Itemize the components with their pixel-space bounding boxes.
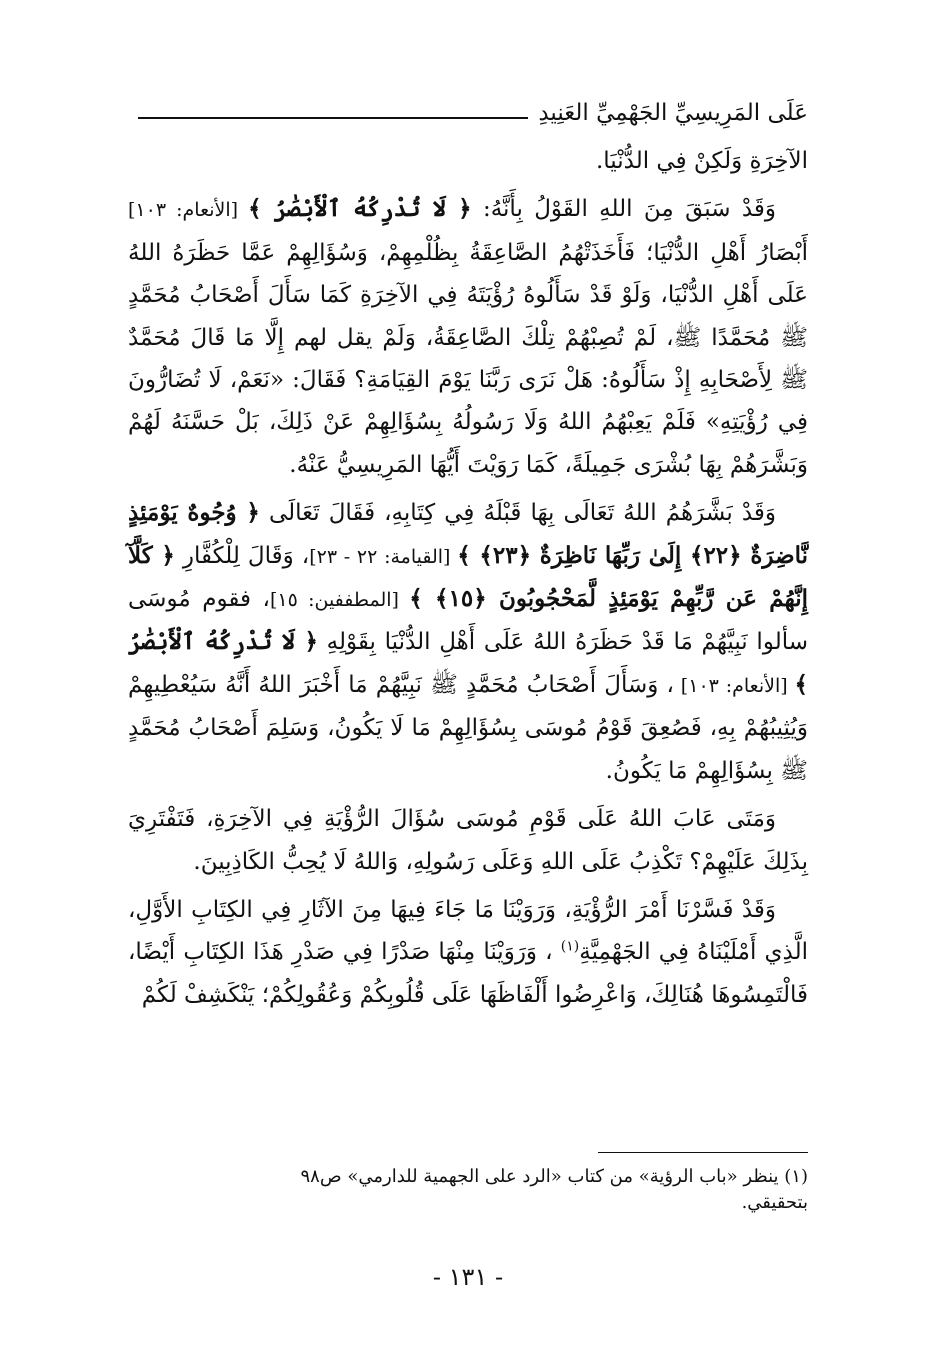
page-number: - ١٣١ -	[432, 1263, 504, 1291]
text-segment: ، وَرَوَيْنَا مِنْهَا صَدْرًا فِي صَدْرِ هَذَا الكِتَابِ أَيْضًا، فَالْتَمِسُوهَا هُنَالِكَ، وَاعْرِضُوا أَلْفَاظَهَا عَلَى قُلُوبِكُمْ وَعُقُولِكُمْ؛ يَنْكَشِفْ لَكُمْ	[128, 939, 808, 1008]
quran-verse: ﴿ لَا تُدْرِكُهُ ٱلْأَبْصَٰرُ ﴾	[128, 628, 809, 698]
paragraph	[128, 140, 808, 182]
text-segment: ، وَسَأَلَ أَصْحَابُ مُحَمَّدٍ ﷺ نَبِيَّهُمْ مَا أَخْبَرَ اللهُ أَنَّهُ سَيُعْطِيهِمْ وَيُثِيبُهُمْ بِهِ، فَصُعِقَ قَوْمُ مُوسَى بِسُؤَالِهِمْ مَا لَا يَكُونُ، وَسَلِمَ أَصْحَابُ مُحَمَّدٍ ﷺ بِسُؤَالِهِمْ مَا يَكُونُ.	[128, 671, 808, 784]
paragraph	[128, 188, 808, 486]
text-segment: الآخِرَةِ وَلَكِنْ فِي الدُّنْيَا.	[595, 148, 808, 174]
text-segment: وَقَدْ بَشَّرَهُمُ اللهُ تَعَالَى بِهَا قَبْلَهُ فِي كِتَابِهِ، فَقَالَ تَعَالَى	[259, 500, 776, 527]
text-segment: أَبْصَارُ أَهْلِ الدُّنْيَا؛ فَأَخَذَتْهُمُ الصَّاعِقَةُ بِظُلْمِهِمْ، وَسُؤَالِهِمْ عَمَّا حَظَرَهُ اللهُ عَلَى أَهْلِ الدُّنْيَا، وَلَوْ قَدْ سَأَلُوهُ رُؤْيَتَهُ فِي الآخِرَةِ كَمَا سَأَلَ أَصْحَابُ مُحَمَّدٍ ﷺ مُحَمَّدًا ﷺ، لَمْ تُصِبْهُمْ تِلْكَ الصَّاعِقَةُ، وَلَمْ يقل لهم إِلَّا مَا قَالَ مُحَمَّدٌ ﷺ لِأَصْحَابِهِ إِذْ سَأَلُوهُ: هَلْ نَرَى رَبَّنَا يَوْمَ القِيَامَةِ؟ فَقَالَ: «نَعَمْ، لَا تُضَارُّونَ فِي رُؤْيَتِهِ» فَلَمْ يَعِبْهُمُ اللهُ وَلَا رَسُولُهُ بِسُؤَالِهِمْ عَنْ ذَلِكَ، بَلْ حَسَّنَهُ لَهُمْ وَبَشَّرَهُمْ بِهَا بُشْرَى جَمِيلَةً، كَمَا رَوَيْتَ أَيُّهَا المَرِيسِيُّ عَنْهُ.	[128, 239, 808, 478]
footnote-separator	[598, 1152, 808, 1153]
paragraph	[128, 889, 808, 1016]
quran-verse: ﴿ وُجُوهٌ يَوْمَئِذٍ نَّاضِرَةٌ ﴿٢٢﴾ إِلَىٰ رَبِّهَا نَاظِرَةٌ ﴿٢٣﴾ ﴾	[128, 499, 809, 569]
paragraph	[128, 492, 808, 792]
quran-verse: ﴿ كَلَّآ إِنَّهُمْ عَن رَّبِّهِمْ يَوْمَئِذٍ لَّمَحْجُوبُونَ ﴿١٥﴾ ﴾	[128, 541, 808, 613]
text-segment: وَقَدْ سَبَقَ مِنَ اللهِ القَوْلُ بِأَنَّهُ:	[471, 196, 777, 223]
verse-reference: [الأنعام: ١٠٣]	[673, 674, 795, 697]
verse-reference: [القيامة: ٢٢ - ٢٣]	[309, 545, 458, 568]
text-segment: وَقَدْ فَسَّرْنَا أَمْرَ الرُّؤْيَةِ، وَرَوَيْنَا مَا جَاءَ فِيهَا مِنَ الآثَارِ فِي الكِتَابِ الأَوَّلِ، الَّذِي أَمْلَيْنَاهُ فِي الجَهْمِيَّةِ	[128, 896, 809, 966]
header-rule	[138, 117, 528, 119]
body-text	[128, 140, 808, 1022]
verse-reference: [المطففين: ١٥]	[269, 589, 410, 612]
running-header	[138, 88, 808, 128]
running-header-title: عَلَى المَرِيسِيِّ الجَهْمِيِّ العَنِيدِ	[538, 100, 808, 126]
paragraph	[128, 798, 808, 883]
text-segment: وَمَتَى عَابَ اللهُ عَلَى قَوْمِ مُوسَى سُؤَالَ الرُّؤْيَةِ فِي الآخِرَةِ، فَتَفْتَرِيَ بِذَلِكَ عَلَيْهِمْ؟ تَكْذِبُ عَلَى اللهِ وَعَلَى رَسُولِهِ، وَاللهُ لَا يُحِبُّ الكَاذِبِينَ.	[128, 806, 808, 875]
text-segment: ، وَقَالَ لِلْكُفَّارِ	[174, 542, 310, 569]
verse-reference: [الأنعام: ١٠٣]	[128, 199, 249, 222]
text-segment: ، فقوم مُوسَى سألوا نَبِيَّهُمْ مَا قَدْ حَظَرَهُ اللهُ عَلَى أَهْلِ الدُّنْيَا بِقَوْلِهِ	[128, 586, 808, 656]
quran-verse: ﴿ لَا تُدْرِكُهُ ٱلْأَبْصَٰرُ ﴾	[248, 195, 472, 223]
footnote: (١) ينظر «باب الرؤية» من كتاب «الرد على الجهمية للدارمي» ص٩٨ بتحقيقي.	[300, 1166, 808, 1213]
footnote-marker: (١)	[560, 938, 580, 955]
